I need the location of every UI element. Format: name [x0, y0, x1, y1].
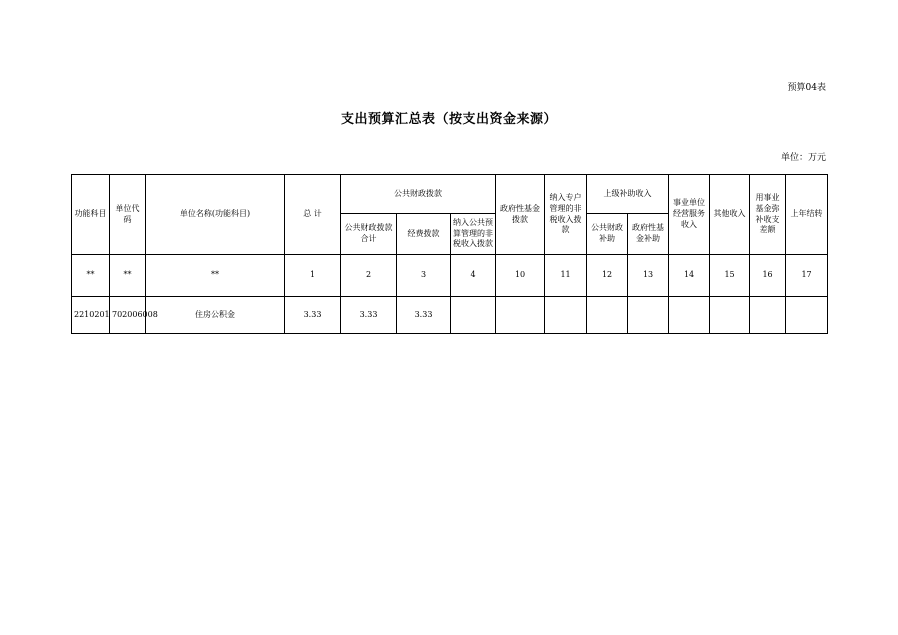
form-code: 预算04表 — [787, 83, 826, 93]
fund-makeup-cell — [750, 297, 786, 334]
header-fund-makeup: 用事业基金弥补收支差额 — [750, 175, 786, 255]
index-cell: ** — [72, 255, 110, 297]
index-cell: 12 — [587, 255, 628, 297]
header-total: 总 计 — [285, 175, 341, 255]
index-cell: 10 — [496, 255, 545, 297]
total-cell: 3.33 — [285, 297, 341, 334]
gov-fund-cell — [496, 297, 545, 334]
index-cell: 17 — [786, 255, 828, 297]
sup-gov-fund-cell — [628, 297, 669, 334]
header-pf-non-tax: 纳入公共预算管理的非税收入拨款 — [451, 214, 496, 255]
header-business-income: 事业单位经营服务收入 — [669, 175, 710, 255]
header-sup-gov-fund: 政府性基金补助 — [628, 214, 669, 255]
header-special-non-tax: 纳入专户管理的非税收入拨款 — [545, 175, 587, 255]
header-func-subject: 功能科目 — [72, 175, 110, 255]
pf-subtotal-cell: 3.33 — [341, 297, 397, 334]
special-non-tax-cell — [545, 297, 587, 334]
header-sup-public: 公共财政补助 — [587, 214, 628, 255]
func-code-cell: 2210201 — [72, 297, 110, 334]
header-row — [72, 175, 828, 214]
index-cell: 1 — [285, 255, 341, 297]
other-income-cell — [710, 297, 750, 334]
index-cell: 15 — [710, 255, 750, 297]
index-row — [72, 255, 828, 297]
sup-public-cell — [587, 297, 628, 334]
unit-code-cell: 702006008 — [110, 297, 146, 334]
pf-non-tax-cell — [451, 297, 496, 334]
budget-table — [71, 174, 828, 334]
header-unit-name: 单位名称(功能科目) — [146, 175, 285, 255]
header-carryover: 上年结转 — [786, 175, 828, 255]
index-cell: ** — [146, 255, 285, 297]
header-gov-fund: 政府性基金拨款 — [496, 175, 545, 255]
header-other-income: 其他收入 — [710, 175, 750, 255]
index-cell: ** — [110, 255, 146, 297]
index-cell: 13 — [628, 255, 669, 297]
pf-operating-cell: 3.33 — [397, 297, 451, 334]
business-income-cell — [669, 297, 710, 334]
unit-name-cell: 住房公积金 — [146, 297, 285, 334]
index-cell: 16 — [750, 255, 786, 297]
header-public-finance-group: 公共财政拨款 — [341, 175, 496, 214]
index-cell: 4 — [451, 255, 496, 297]
header-pf-subtotal: 公共财政拨款合计 — [341, 214, 397, 255]
table-row — [72, 297, 828, 334]
index-cell: 11 — [545, 255, 587, 297]
index-cell: 2 — [341, 255, 397, 297]
carryover-cell — [786, 297, 828, 334]
header-pf-operating: 经费拨款 — [397, 214, 451, 255]
header-superior-group: 上级补助收入 — [587, 175, 669, 214]
page-title: 支出预算汇总表（按支出资金来源） — [340, 112, 557, 127]
index-cell: 14 — [669, 255, 710, 297]
index-cell: 3 — [397, 255, 451, 297]
header-unit-code: 单位代码 — [110, 175, 146, 255]
unit-label: 单位：万元 — [780, 153, 826, 163]
